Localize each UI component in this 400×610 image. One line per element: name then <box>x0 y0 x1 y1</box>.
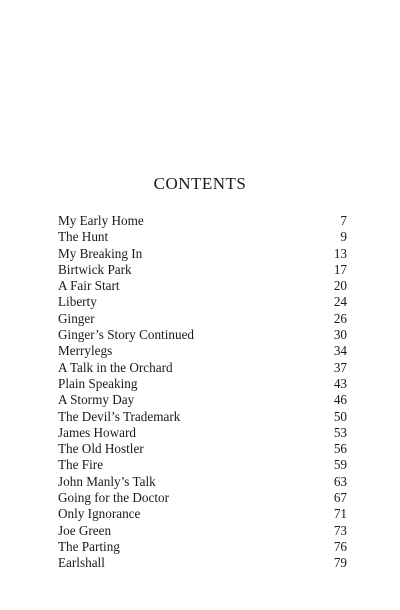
toc-entry-page: 46 <box>333 392 347 408</box>
toc-entry-title: Only Ignorance <box>58 506 141 522</box>
toc-entry-title: Joe Green <box>58 522 112 538</box>
toc-entry <box>58 506 347 522</box>
toc-entry <box>58 425 347 441</box>
toc-entry-page: 67 <box>333 490 347 506</box>
toc-entry <box>58 360 347 376</box>
toc-entry <box>58 343 347 359</box>
toc-entry <box>58 474 347 490</box>
toc-entry-title: Birtwick Park <box>58 261 132 277</box>
toc-entry-page: 20 <box>333 278 347 294</box>
toc-entry <box>58 262 347 278</box>
table-of-contents <box>58 213 347 572</box>
toc-entry-page: 7 <box>340 213 347 228</box>
toc-entry-title: My Early Home <box>58 213 144 228</box>
toc-entry <box>58 229 347 245</box>
toc-entry-title: Plain Speaking <box>58 375 138 391</box>
toc-entry <box>58 490 347 506</box>
toc-entry <box>58 246 347 262</box>
toc-entry <box>58 457 347 473</box>
toc-entry-title: Going for the Doctor <box>58 490 169 506</box>
toc-entry-title: The Hunt <box>58 229 109 245</box>
toc-entry-page: 26 <box>333 310 347 326</box>
toc-entry-page: 30 <box>333 327 347 343</box>
toc-entry-page: 50 <box>333 408 347 424</box>
toc-entry-page: 63 <box>333 473 347 489</box>
toc-entry-title: A Talk in the Orchard <box>58 359 173 375</box>
toc-entry-page: 37 <box>333 359 347 375</box>
toc-entry-title: The Parting <box>58 538 120 554</box>
toc-entry-title: Merrylegs <box>58 343 113 359</box>
toc-entry-title: The Devil’s Trademark <box>58 408 181 424</box>
toc-entry-page: 9 <box>340 229 347 245</box>
toc-entry-title: A Fair Start <box>58 278 120 294</box>
toc-entry <box>58 278 347 294</box>
toc-entry <box>58 376 347 392</box>
toc-entry-title: Earlshall <box>58 555 105 571</box>
toc-entry-page: 13 <box>333 245 347 261</box>
toc-entry <box>58 555 347 571</box>
toc-entry <box>58 441 347 457</box>
toc-entry <box>58 327 347 343</box>
toc-entry-title: John Manly’s Talk <box>58 473 156 489</box>
toc-entry <box>58 294 347 310</box>
toc-entry <box>58 409 347 425</box>
toc-entry-page: 71 <box>333 506 347 522</box>
toc-entry <box>58 523 347 539</box>
toc-entry-title: The Fire <box>58 457 104 473</box>
toc-entry-page: 59 <box>333 457 347 473</box>
contents-heading: CONTENTS <box>153 174 247 193</box>
toc-entry-page: 43 <box>333 375 347 391</box>
toc-entry-title: Liberty <box>58 294 97 310</box>
toc-entry <box>58 311 347 327</box>
toc-entry-page: 76 <box>333 538 347 554</box>
toc-entry-page: 73 <box>333 522 347 538</box>
toc-entry-title: A Stormy Day <box>58 392 135 408</box>
toc-entry <box>58 392 347 408</box>
toc-entry-page: 79 <box>333 555 347 571</box>
toc-entry-page: 53 <box>333 424 347 440</box>
toc-entry <box>58 213 347 229</box>
toc-entry-title: James Howard <box>58 424 137 440</box>
toc-entry-title: My Breaking In <box>58 245 143 261</box>
toc-entry-page: 56 <box>333 441 347 457</box>
toc-entry-page: 34 <box>333 343 347 359</box>
toc-entry-page: 24 <box>333 294 347 310</box>
toc-entry <box>58 539 347 555</box>
toc-entry-page: 17 <box>333 261 347 277</box>
toc-entry-title: Ginger’s Story Continued <box>58 327 195 343</box>
toc-entry-title: The Old Hostler <box>58 441 144 457</box>
toc-entry-title: Ginger <box>58 310 95 326</box>
